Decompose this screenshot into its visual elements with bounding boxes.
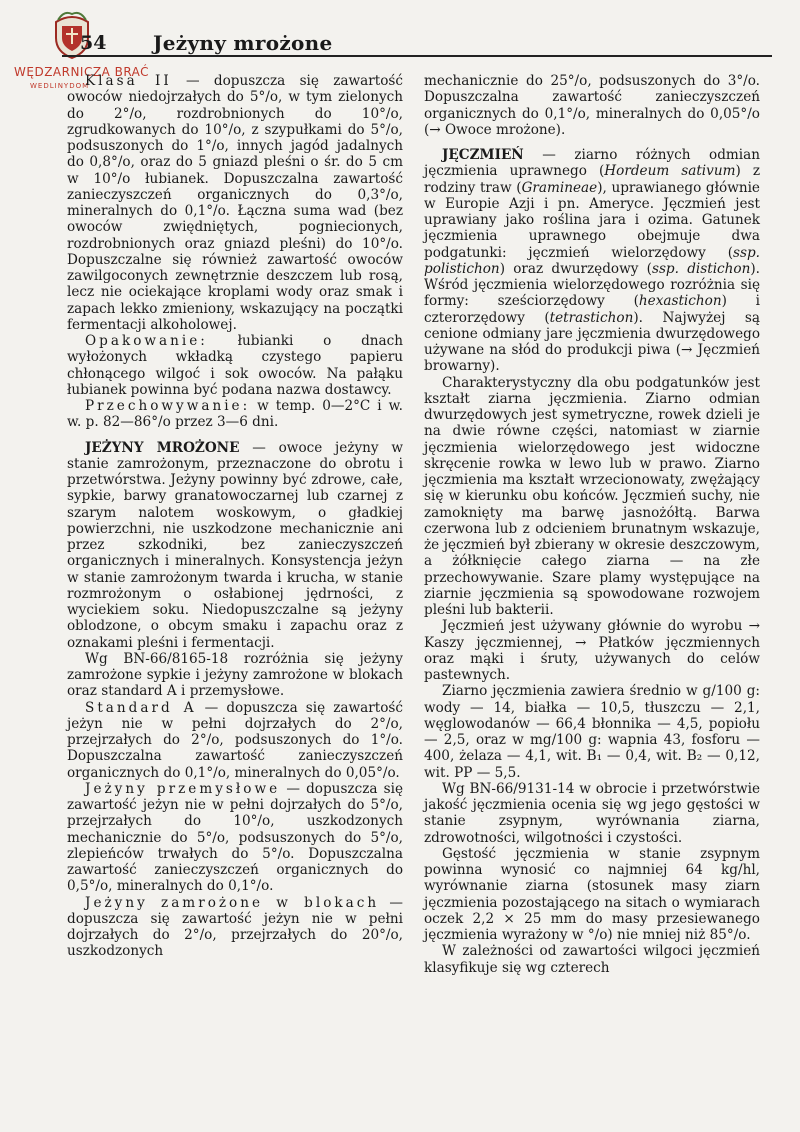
paragraph: [424, 147, 760, 375]
header-rule: [62, 55, 772, 57]
text-run: — ziarno różnych odmian jęczmienia uprawnego (: [424, 147, 760, 180]
text-run: — dopuszcza się zawartość jeżyn nie w pełni dojrzałych do 2°/o, przejrzałych do 20°/o, uszkodzonych: [67, 894, 403, 960]
entry-heading: JEŻYNY MROŻONE: [85, 439, 240, 456]
text-run: mechanicznie do 25°/o, podsuszonych do 3°/o. Dopuszczalna zawartość zanieczyszczeń organicznych do 0,1°/o, mineralnych do 0,05°/o (→ Owoce mrożone).: [424, 73, 760, 138]
brand-subtitle: WEDLINYDOM: [30, 82, 90, 90]
paragraph: [67, 398, 403, 431]
paragraph: [424, 375, 760, 619]
right-column: [424, 73, 760, 976]
text-run: W zależności od zawartości wilgoci jęczmień klasyfikuje się wg czterech: [424, 943, 760, 976]
left-column: [67, 73, 403, 960]
paragraph: [424, 781, 760, 846]
text-run: ssp. distichon: [651, 260, 751, 277]
paragraph: [424, 683, 760, 781]
paragraph: [67, 333, 403, 398]
paragraph: [424, 846, 760, 944]
text-run: Wg BN-66/9131-14 w obrocie i przetwórstwie jakość jęczmienia ocenia się wg jego gęstości w stanie zsypnym, wyrównania ziarna, zdrowotności, wilgotności i czystości.: [424, 780, 760, 846]
text-run: w temp. 0—2°C i w. w. p. 82—86°/o przez 3—6 dni.: [67, 398, 403, 431]
paragraph: [67, 700, 403, 781]
text-run: hexastichon: [638, 293, 722, 310]
text-run: tetrastichon: [549, 309, 634, 326]
text-run: ). Wśród jęczmienia wielorzędowego rozróżnia się formy: sześciorzędowy (: [424, 260, 760, 310]
spaced-term: Opakowanie:: [85, 333, 208, 349]
text-run: Ziarno jęczmienia zawiera średnio w g/100 g: wody — 14, białka — 10,5, tłuszczu — 2,1, węglowodanów — 66,4 błonnika — 4,5, popiołu — 2,5, oraz w mg/100 g: wapnia 43, fosforu — 400, żelaza — 4,1, wit. B₁ — 0,4, wit. B₂ — 0,12, wit. PP — 5,5.: [424, 683, 760, 781]
brand-name: WĘDZARNICZA BRAĆ: [14, 65, 150, 79]
page-header: [58, 30, 770, 56]
running-title: Jeżyny mrożone: [153, 31, 333, 55]
text-run: ) z rodziny traw (: [424, 163, 760, 196]
paragraph: [67, 781, 403, 895]
spaced-term: Jeżyny zamrożone w blokach: [85, 894, 380, 911]
paragraph: [67, 651, 403, 700]
text-run: — owoce jeżyny w stanie zamrożonym, przeznaczone do obrotu i przetwórstwa. Jeżyny powinny być zdrowe, całe, sypkie, barwy granatowoczarnej lub czarnej z szarym nalotem woskowym, o gładkiej powierzchni, nie uszkodzone mechanicznie ani przez szkodniki, bez zanieczyszczeń organicznych i mineralnych. Konsystencja jeżyn w stanie zamrożonym twarda i krucha, w stanie rozmrożonym o osłabionej jędrności, z wyciekiem soku. Niedopuszczalne są jeżyny oblodzone, o obcym smaku i zapachu oraz z oznakami pleśni i fermentacji.: [67, 439, 403, 651]
paragraph: [424, 618, 760, 683]
paragraph: [67, 73, 403, 333]
spaced-term: Przechowywanie:: [85, 398, 251, 414]
spaced-term: Jeżyny przemysłowe: [85, 780, 281, 797]
text-run: ). Najwyżej są cenione odmiany jare jęczmienia dwurzędowego używane na słód do produkcji piwa (→ Jęczmień browarny).: [424, 309, 760, 375]
entry-heading: JĘCZMIEŃ: [442, 147, 524, 163]
spaced-term: Klasa II: [85, 73, 172, 89]
page-number: 54: [80, 32, 107, 54]
text-run: łubianki o dnach wyłożonych wkładką czystego papieru chłonącego wilgoć i sok owoców. Na pałąku łubianek powinna być podana nazwa dostawcy.: [67, 333, 403, 398]
text-run: — dopuszcza się zawartość owoców niedojrzałych do 5°/o, w tym zielonych do 2°/o, rozdrobnionych do 10°/o, zgrudkowanych do 10°/o, z szypułkami do 5°/o, podsuszonych do 1°/o, innych jagód jadalnych do 0,8°/o, oraz do 5 gniazd pleśni o śr. do 5 cm w 10°/o łubianek. Dopuszczalna zawartość zanieczyszczeń organicznych do 0,3°/o, mineralnych do 0,1°/o. Łączna suma wad (bez owoców zwiędniętych, pogniecionych, rozdrobnionych oraz gniazd pleśni) do 10°/o. Dopuszczalne się również zawartość owoców zawilgoconych zewnętrznie deszczem lub rosą, lecz nie ociekające kroplami wody oraz smak i zapach lekko zmieniony, wskazujący na początki fermentacji alkoholowej.: [67, 73, 403, 333]
text-run: — dopuszcza się zawartość jeżyn nie w pełni dojrzałych do 2°/o, przejrzałych do 2°/o, podsuszonych do 1°/o. Dopuszczalna zawartość zanieczyszczeń organicznych do 0,1°/o, mineralnych do 0,05°/o.: [67, 699, 403, 781]
text-run: ) i czterorzędowy (: [424, 293, 760, 326]
paragraph: [424, 943, 760, 976]
text-run: Hordeum sativum: [604, 163, 736, 180]
text-run: Jęczmień jest używany głównie do wyrobu → Kaszy jęczmiennej, → Płatków jęczmiennych oraz mąki i śruty, używanych do celów pastewnych.: [424, 618, 760, 683]
text-run: Wg BN-66/8165-18 rozróżnia się jeżyny zamrożone sypkie i jeżyny zamrożone w blokach oraz standard A i przemysłowe.: [67, 650, 403, 700]
text-run: ssp. polistichon: [424, 244, 760, 277]
paragraph: [424, 73, 760, 138]
paragraph: [67, 440, 403, 651]
spaced-term: Standard A: [85, 699, 197, 716]
text-run: Charakterystyczny dla obu podgatunków jest kształt ziarna jęczmienia. Ziarno odmian dwurzędowych jest symetryczne, rowek dzieli je na dwie równe części, natomiast w ziarnie jęczmienia wielorzędowego jest widoczne skręcenie rowka w lewo lub w prawo. Ziarno jęczmienia ma kształt wrzecionowaty, zwężający się w kierunku obu końców. Jęczmień suchy, nie zamoknięty ma barwę jasnożółtą. Barwa czerwona lub z odcieniem brunatnym wskazuje, że jęczmień był zbierany w okresie deszczowym, a żółknięcie całego ziarna — na złe przechowywanie. Szare plamy występujące na ziarnie jęczmienia są spowodowane rozwojem pleśni lub bakterii.: [424, 374, 760, 618]
text-run: — dopuszcza się zawartość jeżyn nie w pełni dojrzałych do 5°/o, przejrzałych do 10°/o, uszkodzonych mechanicznie do 5°/o, podsuszonych do 5°/o, zlepieńców trwałych do 5°/o. Dopuszczalna zawartość zanieczyszczeń organicznych do 0,5°/o, mineralnych do 0,1°/o.: [67, 780, 403, 895]
text-run: Gramineae: [521, 179, 598, 196]
text-run: ) oraz dwurzędowy (: [499, 260, 652, 277]
paragraph: [67, 895, 403, 960]
text-run: ), uprawianego głównie w Europie Azji i pn. Ameryce. Jęczmień jest uprawiany jako roślina jara i ozima. Gatunek jęczmienia uprawnego obejmuje dwa podgatunki: jęczmień wielorzędowy (: [424, 179, 760, 261]
text-run: Gęstość jęczmienia w stanie zsypnym powinna wynosić co najmniej 64 kg/hl, wyrównanie ziarna (stosunek masy ziarn jęczmienia pozostającego na sitach o wymiarach oczek 2,2 × 25 mm do masy przesiewanego jęczmienia wyrażony w °/o) nie mniej niż 85°/o.: [424, 845, 760, 943]
